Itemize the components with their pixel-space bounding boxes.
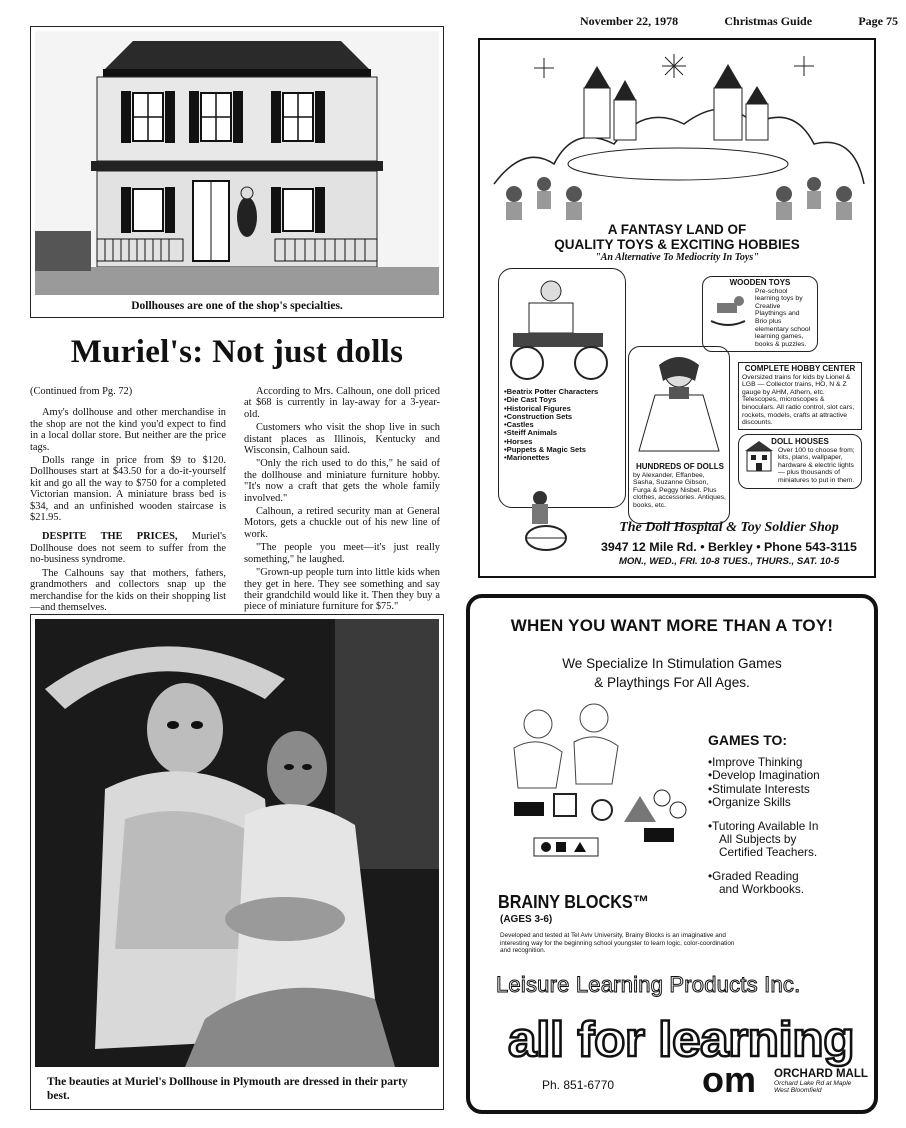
learning-ad-headline: WHEN YOU WANT MORE THAN A TOY! xyxy=(510,616,834,635)
paragraph: According to Mrs. Calhoun, one doll priced at $68 is currently in lay-away for a 3-year-old. xyxy=(244,386,440,420)
dollhouse-photo xyxy=(30,26,444,318)
list-item: • Steiff Animals xyxy=(504,429,598,437)
dolls-title: HUNDREDS OF DOLLS xyxy=(636,462,724,471)
dollhouse-illustration xyxy=(35,31,439,295)
dolls-caption: The beauties at Muriel's Dollhouse in Plymouth are dressed in their party best. xyxy=(47,1076,408,1102)
dollhouse-caption: Dollhouses are one of the shop's specialties. xyxy=(131,300,343,312)
houses-title: DOLL HOUSES xyxy=(771,437,829,446)
list-item: • Castles xyxy=(504,421,598,429)
mall-address-line: Orchard Lake Rd at Maple xyxy=(774,1080,852,1087)
games-title: GAMES TO: xyxy=(708,732,788,748)
toy-category-list xyxy=(504,388,598,463)
list-item: • Historical Figures xyxy=(504,405,598,413)
dolls-text: by Alexander, Effanbee, Sasha, Suzanne Gibson, Furga & Peggy Nisbet. Plus clothes, accessories. Antiques, books, etc. xyxy=(633,471,726,509)
paragraph: Amy's dollhouse and other merchandise in the shop are not the kind you'd expect to find in a local dollar store. But neither are the price tags. xyxy=(30,407,226,453)
toy-soldier-drummer-icon xyxy=(510,488,580,558)
dolls-photo xyxy=(30,614,444,1110)
toy-shop-ad xyxy=(478,38,876,578)
hobby-center-box xyxy=(738,362,862,430)
tutoring-item: • Tutoring Available In xyxy=(708,820,868,833)
tutoring-item-line: Certified Teachers. xyxy=(719,845,818,860)
mall-info xyxy=(774,1068,868,1094)
paragraph: "Only the rich used to do this," he said of the dollhouse and miniature furniture hobby. "It's now a craft that gets the whole family involved." xyxy=(244,458,440,504)
product-name: BRAINY BLOCKS™ xyxy=(498,892,649,912)
games-list xyxy=(708,756,868,897)
list-item: • Marionettes xyxy=(504,454,598,462)
learning-ad-subhead: We Specialize In Stimulation Games & Playthings For All Ages. xyxy=(562,656,782,690)
running-header xyxy=(580,14,898,29)
list-item: • Die Cast Toys xyxy=(504,396,598,404)
shop-name: The Doll Hospital & Toy Soldier Shop xyxy=(619,520,839,535)
hobby-title: COMPLETE HOBBY CENTER xyxy=(744,364,856,373)
subhead: DESPITE THE PRICES, xyxy=(42,531,178,543)
list-item: • Stimulate Interests xyxy=(708,783,868,796)
dolls-illustration xyxy=(35,619,439,1067)
company-name: Leisure Learning Products Inc. xyxy=(496,972,801,997)
product-description: Developed and tested at Tel Aviv University, Brainy Blocks is an imaginative and interesting way for the beginning school youngster to learn logic, color-coordination and recognition. xyxy=(500,932,735,955)
hobby-text: Oversized trains for kids by Lionel & LGB — Collector trains, HO, N & Z gauge by AHM, Athern, etc. Telescopes, microscopes & binoculars. All radio control, slot cars, rockets, models, crafts at attractive discounts. xyxy=(742,373,855,427)
list-item: • Develop Imagination xyxy=(708,769,868,782)
store-phone: Ph. 851-6770 xyxy=(542,1078,615,1092)
list-item: • Puppets & Magic Sets xyxy=(504,446,598,454)
dolls-box xyxy=(628,346,730,524)
paragraph: Calhoun, a retired security man at General Motors, gets a chuckle out of his new line of work. xyxy=(244,506,440,540)
paragraph: "Grown-up people turn into little kids when they get in here. They see something and say their grandchild would like it. Then they buy a piece of miniature furniture for $75." xyxy=(244,567,440,613)
store-logo-text: all for learning xyxy=(508,1013,855,1067)
paragraph: The Calhouns say that mothers, fathers, grandmothers and collectors snap up the merchandise for the kids on their shopping list—and themselves. xyxy=(30,567,226,613)
article-column-1 xyxy=(30,386,226,615)
rocking-horse-icon xyxy=(707,291,749,327)
list-item: • Organize Skills xyxy=(708,796,868,809)
shop-hours: MON., WED., FRI. 10-8 TUES., THURS., SAT. 10-5 xyxy=(618,556,840,567)
issue-date: November 22, 1978 xyxy=(580,14,679,28)
list-item: • Horses xyxy=(504,438,598,446)
toy-ad-tagline: "An Alternative To Mediocrity In Toys" xyxy=(595,252,759,263)
antique-car-icon xyxy=(499,273,625,391)
continued-from: (Continued from Pg. 72) xyxy=(30,386,133,397)
paragraph-subhead: DESPITE THE PRICES, Muriel's Dollhouse does not seem to suffer from the no-business syndrome. xyxy=(30,531,227,566)
tutoring-item-line: All Subjects by xyxy=(719,832,797,847)
wooden-toys-box xyxy=(702,276,818,352)
paragraph: "The people you meet—it's just really something," he laughed. xyxy=(244,542,440,565)
article-headline: Muriel's: Not just dolls xyxy=(70,334,404,370)
shop-address: 3947 12 Mile Rd. • Berkley • Phone 543-3115 xyxy=(601,540,857,554)
product-ages: (AGES 3-6) xyxy=(500,914,553,925)
article-column-2 xyxy=(244,386,440,615)
paragraph: Dolls range in price from $9 to $120. Dollhouses start at $43.50 for a do-it-yourself kit and go all the way to $750 for a completed Victorian mansion. A miniature brass bed is $34, and an unfinished wooden staircase is $21.95. xyxy=(30,455,226,524)
page-number: Page 75 xyxy=(858,14,898,28)
paragraph: Customers who visit the shop live in such distant places as Illinois, Kentucky and Wisconsin, Calhoun said. xyxy=(244,422,440,457)
doll-icon xyxy=(629,351,729,463)
list-item: • Improve Thinking xyxy=(708,756,868,769)
wooden-toys-title: WOODEN TOYS xyxy=(729,278,791,287)
toy-ad-headline: A FANTASY LAND OF QUALITY TOYS & EXCITING HOBBIES xyxy=(554,222,800,252)
houses-text: Over 100 to choose from; kits, plans, wallpaper, hardware & electric lights — plus thousands of miniatures to put in them. xyxy=(778,446,855,484)
section-name: Christmas Guide xyxy=(724,14,813,28)
mall-address-line: West Bloomfield xyxy=(774,1087,822,1094)
castle-parade-illustration xyxy=(484,44,872,222)
mall-name: ORCHARD MALL xyxy=(774,1068,868,1080)
doll-house-icon xyxy=(743,439,775,473)
doll-houses-box xyxy=(738,434,862,489)
list-item: • Construction Sets xyxy=(504,413,598,421)
mall-logo: om xyxy=(702,1059,756,1100)
children-with-blocks-illustration xyxy=(494,698,694,882)
graded-reading-item-line: and Workbooks. xyxy=(719,882,805,897)
wooden-toys-text: Pre-school learning toys by Creative Playthings and Brio plus elementary school learning games, books & puzzles. xyxy=(755,287,811,348)
learning-store-ad xyxy=(466,594,878,1114)
list-item: • Beatrix Potter Characters xyxy=(504,388,598,396)
graded-reading-item: • Graded Reading xyxy=(708,870,868,883)
